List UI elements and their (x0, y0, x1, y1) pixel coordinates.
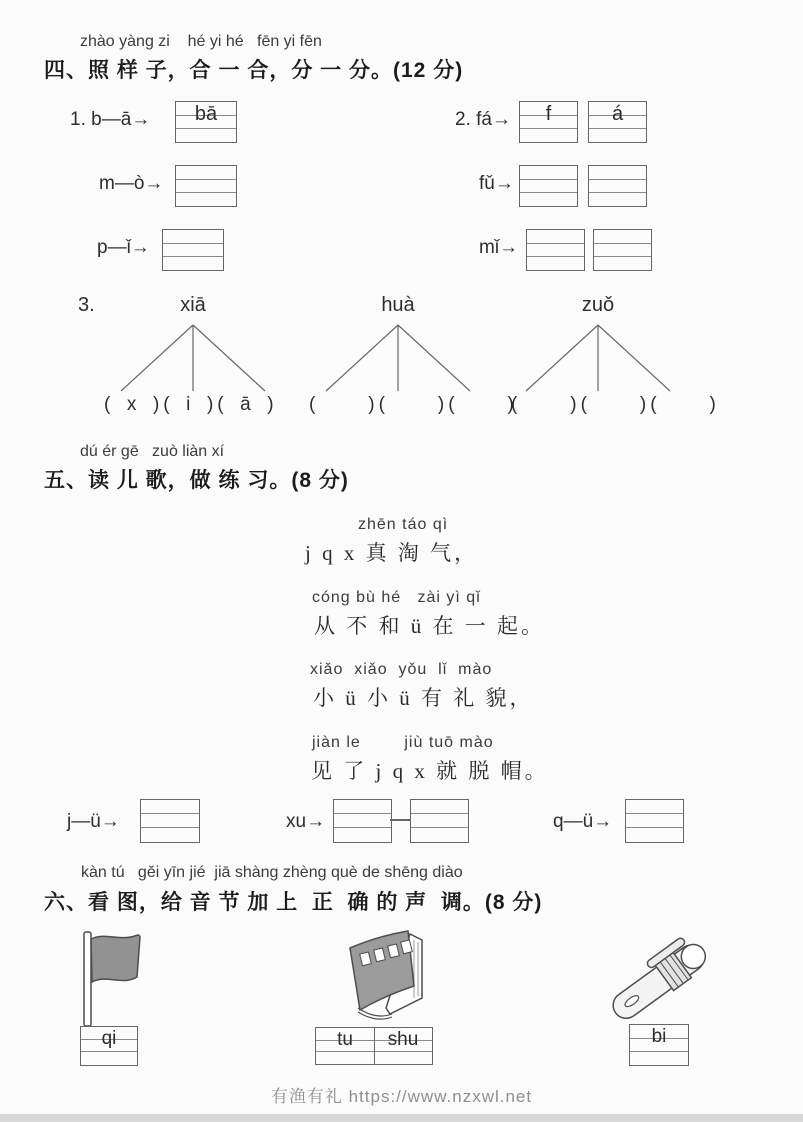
ex1-row2-label: m—ò→ (99, 173, 164, 194)
ex2-row2-answer-box-2[interactable] (588, 165, 647, 207)
rhyme-line1-text: j q x 真 淘 气， (305, 541, 479, 565)
ex3-group1-syllable: xiā (180, 294, 206, 316)
ex2-row1-label: 2. fá→ (455, 109, 511, 130)
ex3-group1-cells[interactable] (104, 394, 276, 416)
ex2-row1-answer-box-1[interactable] (519, 101, 578, 143)
ex3-group1-tree-lines (108, 322, 278, 394)
ex1-row1-answer-box[interactable] (175, 101, 237, 143)
ex3-number: 3. (78, 294, 95, 316)
book-syllable-box[interactable] (315, 1027, 433, 1065)
ex3-group1-cell-3: ( ā ) (217, 394, 276, 415)
ex2-row3-answer-box-1[interactable] (526, 229, 585, 271)
combine3-label: q—ü→ (553, 811, 613, 832)
rhyme-line2-text: 从 不 和 ü 在 一 起。 (314, 614, 545, 638)
combine2-connector-line (390, 819, 410, 821)
ex2-row1-answer-2: á (611, 103, 624, 125)
rhyme-line3-text: 小 ü 小 ü 有 礼 貌， (313, 686, 534, 710)
ex1-row2-answer-box[interactable] (175, 165, 237, 207)
combine3-answer-box[interactable] (625, 799, 684, 843)
ex2-row2-label: fǔ→ (479, 173, 514, 194)
ex3-group2-cells[interactable] (309, 394, 516, 416)
page-bottom-strip (0, 1114, 803, 1122)
ex3-group2-syllable: huà (381, 294, 415, 316)
ex1-row1-label: 1. b—ā→ (70, 109, 151, 130)
combine2-label: xu→ (286, 811, 326, 832)
combine2-answer-box-1[interactable] (333, 799, 392, 843)
ex3-group3-tree-lines (513, 322, 683, 394)
ex3-group2-cell-1: ( ) (309, 394, 377, 415)
book-syllable-left: tu (337, 1029, 353, 1050)
flag-image (78, 930, 174, 1028)
book-syllable-right: shu (387, 1029, 419, 1050)
combine2-answer-box-2[interactable] (410, 799, 469, 843)
section6-pinyin: kàn tú gěi yīn jié jiā shàng zhèng què de shēng diào (81, 864, 463, 881)
ex2-row3-answer-box-2[interactable] (593, 229, 652, 271)
ex3-group1-cell-2: ( i ) (163, 394, 216, 415)
ex3-group3-cells[interactable] (511, 394, 718, 416)
ex1-row3-answer-box[interactable] (162, 229, 224, 271)
ex3-group2-cell-2: ( ) (378, 394, 447, 415)
section4-title: 四、照 样 子，合 一 合，分 一 分。(12 分) (44, 59, 464, 82)
ex1-row1-answer: bā (194, 103, 218, 125)
ex2-row3-label: mǐ→ (479, 237, 519, 258)
rhyme-line3-pinyin: xiǎo xiǎo yǒu lǐ mào (310, 661, 493, 678)
rhyme-line2-pinyin: cóng bù hé zài yì qǐ (312, 589, 481, 606)
flag-syllable: qi (101, 1028, 117, 1049)
ex2-row2-answer-box-1[interactable] (519, 165, 578, 207)
section5-pinyin: dú ér gē zuò liàn xí (80, 443, 225, 460)
ex1-row3-label: p—ǐ→ (97, 237, 150, 258)
pen-syllable-box[interactable] (629, 1024, 689, 1066)
section5-title: 五、读 儿 歌，做 练 习。(8 分) (44, 469, 349, 492)
ex3-group3-syllable: zuǒ (581, 294, 615, 316)
pen-image (598, 928, 726, 1028)
section6-title: 六、看 图，给 音 节 加 上 正 确 的 声 调。(8 分) (44, 891, 543, 914)
ex3-group3-cell-1: ( ) (511, 394, 579, 415)
ex2-row1-answer-box-2[interactable] (588, 101, 647, 143)
ex3-group2-tree-lines (313, 322, 483, 394)
book-image (328, 926, 446, 1024)
rhyme-line1-pinyin: zhēn táo qì (358, 516, 449, 533)
ex3-group2-cell-3: ( ) (448, 394, 516, 415)
ex3-group1-cell-1: ( x ) (104, 394, 162, 415)
pen-syllable: bi (651, 1026, 667, 1047)
ex3-group3-cell-2: ( ) (580, 394, 649, 415)
ex3-group3-cell-3: ( ) (650, 394, 718, 415)
rhyme-line4-pinyin: jiàn le jiù tuō mào (312, 734, 494, 751)
footer-watermark: 有渔有礼 https://www.nzxwl.net (270, 1087, 533, 1106)
flag-syllable-box[interactable] (80, 1026, 138, 1066)
rhyme-line4-text: 见 了 j q x 就 脱 帽。 (311, 759, 549, 783)
ex2-row1-answer-1: f (545, 103, 552, 125)
combine1-label: j—ü→ (67, 811, 120, 832)
combine1-answer-box[interactable] (140, 799, 200, 843)
section4-pinyin: zhào yàng zi hé yi hé fēn yi fēn (80, 33, 322, 50)
